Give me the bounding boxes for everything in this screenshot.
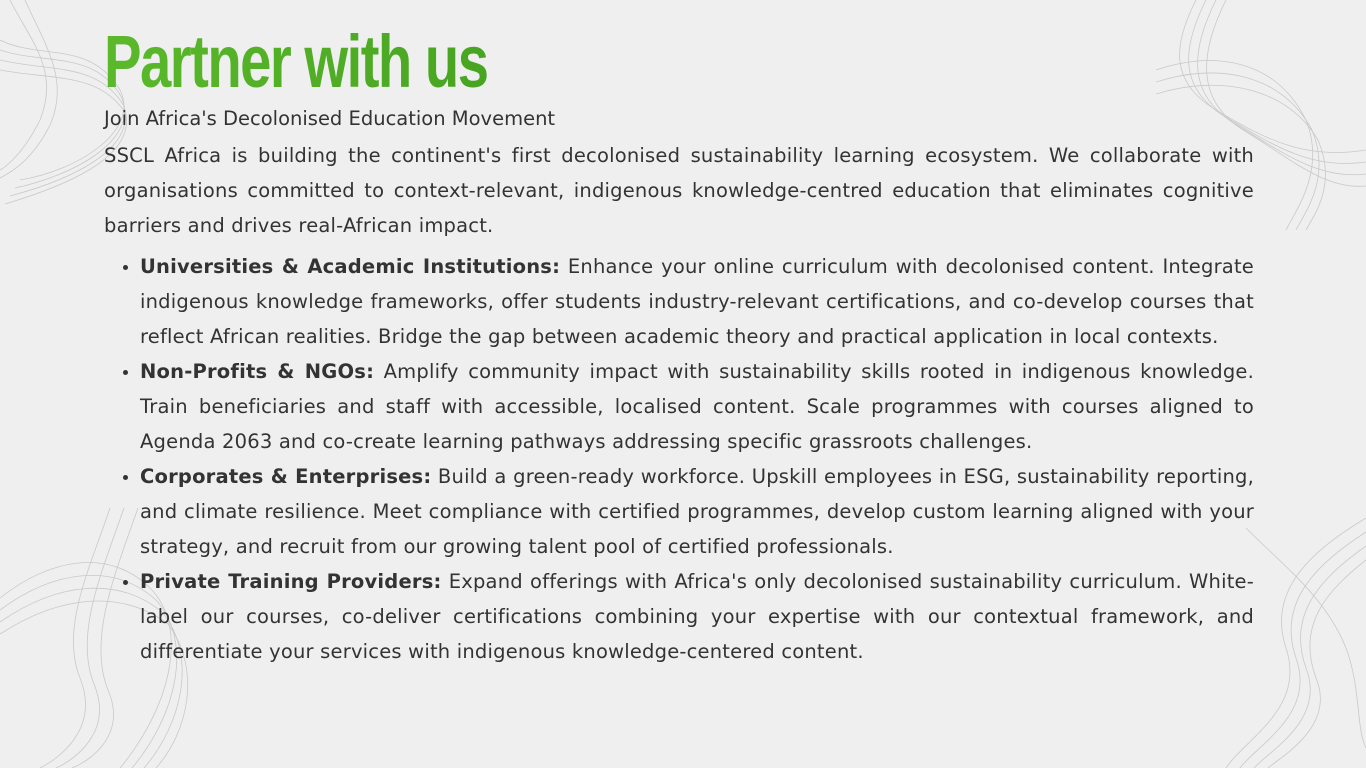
page-title: Partner with us [104,22,978,102]
page-subtitle: Join Africa's Decolonised Education Movement [104,107,556,130]
list-item-nonprofits [140,354,1254,459]
partner-section [104,22,1254,669]
list-item-text: Enhance your online curriculum with decolonised content. Integrate indigenous knowledge frameworks, offer students industry-relevant certifications, and co-develop courses that reflect African realities. Bridge the gap between academic theory and practical application in local contexts. [140,255,1254,348]
list-item-heading: Private Training Providers: [140,570,442,593]
list-item-text: Amplify community impact with sustainability skills rooted in indigenous knowledge. Train beneficiaries and staff with accessible, localised content. Scale programmes with courses aligned to Agenda 2063 and co-create learning pathways addressing specific grassroots challenges. [140,360,1254,453]
list-item-universities [140,249,1254,354]
list-item-heading: Corporates & Enterprises: [140,465,432,488]
list-item-text: Expand offerings with Africa's only decolonised sustainability curriculum. White-label our courses, co-deliver certifications combining your expertise with our contextual framework, and differentiate your services with indigenous knowledge-centered content. [140,570,1254,663]
list-item-heading: Non-Profits & NGOs: [140,360,375,383]
list-item-heading: Universities & Academic Institutions: [140,255,561,278]
partner-list [104,249,1254,669]
list-item-training-providers [140,564,1254,669]
list-item-text: Build a green-ready workforce. Upskill employees in ESG, sustainability reporting, and climate resilience. Meet compliance with certified programmes, develop custom learning aligned with your strategy, and recruit from our growing talent pool of certified professionals. [140,465,1254,558]
intro-paragraph: SSCL Africa is building the continent's first decolonised sustainability learning ecosystem. We collaborate with organisations committed to context-relevant, indigenous knowledge-centred education that eliminates cognitive barriers and drives real-African impact. [104,144,1254,237]
list-item-corporates [140,459,1254,564]
